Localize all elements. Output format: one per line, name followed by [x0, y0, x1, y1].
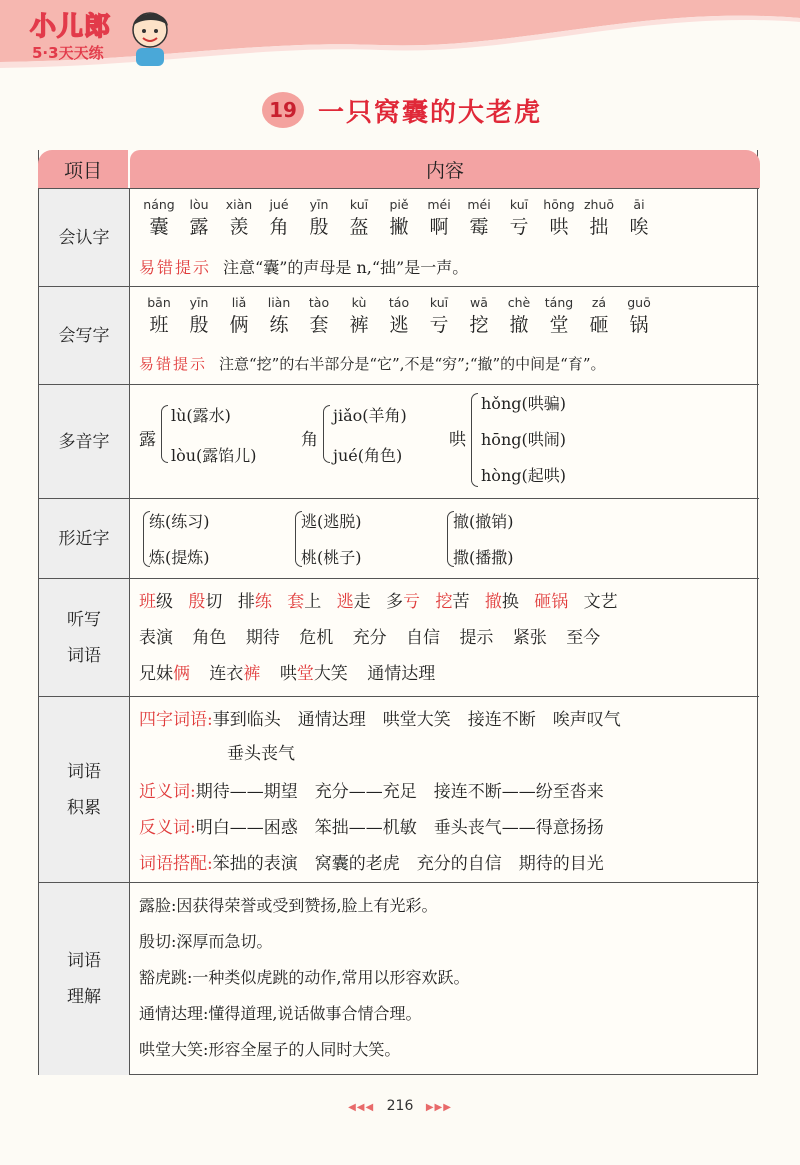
row-label: 词语 积累 — [39, 697, 130, 882]
char-list — [139, 197, 659, 239]
definition: 露脸:因获得荣誉或受到赞扬,脸上有光彩。 — [139, 896, 438, 915]
char-cell: bān 班 — [147, 295, 171, 336]
char-cell: jué 角 — [269, 197, 289, 238]
row-similar — [39, 498, 759, 578]
lesson-heading — [262, 90, 542, 130]
row-body — [131, 287, 759, 384]
char-cell: náng 囊 — [143, 197, 175, 238]
char-cell: kuī 亏 — [429, 295, 449, 336]
polyphone-reading: lù(露水) — [171, 406, 231, 425]
error-tip — [139, 255, 468, 278]
char-cell: kuī 亏 — [509, 197, 529, 238]
dictation-line-2: 表演 角色 期待 危机 充分 自信 提示 紧张 至今 — [139, 628, 601, 648]
header-content: 内容 — [130, 150, 760, 188]
row-dictation — [39, 578, 759, 696]
dictation-line-3: 兄妹俩 连衣裤 哄堂大笑 通情达理 — [139, 664, 436, 684]
similar-word: 逃(逃脱) — [301, 512, 362, 531]
brand-logo — [30, 6, 180, 68]
char-cell: āi 唉 — [629, 197, 649, 238]
char-list — [139, 295, 659, 337]
row-body — [131, 385, 759, 498]
brace — [323, 405, 330, 463]
mascot-icon — [126, 6, 174, 68]
char-cell: lòu 露 — [189, 197, 209, 238]
definition: 通情达理:懂得道理,说话做事合情合理。 — [139, 1004, 422, 1023]
char-cell: méi 啊 — [427, 197, 451, 238]
similar-word: 撤(撤销) — [453, 512, 514, 531]
char-cell: yīn 殷 — [189, 295, 209, 336]
row-label: 词语 理解 — [39, 883, 130, 1075]
row-recognize — [39, 188, 759, 286]
similar-word: 练(练习) — [149, 512, 210, 531]
char-cell: chè 撤 — [507, 295, 531, 336]
row-label: 会认字 — [39, 189, 130, 286]
antonyms: 反义词:明白——困惑 笨拙——机敏 垂头丧气——得意扬扬 — [139, 818, 604, 838]
char-cell: méi 霉 — [467, 197, 491, 238]
polyphone-char: 角 — [301, 430, 318, 450]
lesson-number: 19 — [262, 92, 304, 128]
char-cell: táng 堂 — [544, 295, 574, 336]
tip-tag: 易错提示 — [139, 355, 208, 373]
row-label: 形近字 — [39, 499, 130, 578]
row-body — [131, 883, 759, 1075]
row-body — [131, 189, 759, 286]
row-accumulate — [39, 696, 759, 882]
four-char-words: 四字词语:事到临头 通情达理 哄堂大笑 接连不断 唉声叹气 — [139, 710, 621, 730]
char-cell: xiàn 羡 — [225, 197, 253, 238]
page-footer — [0, 1098, 800, 1114]
synonyms: 近义词:期待——期望 充分——充足 接连不断——纷至沓来 — [139, 782, 604, 802]
brace — [471, 393, 478, 487]
definition: 哄堂大笑:形容全屋子的人同时大笑。 — [139, 1040, 401, 1059]
char-cell: kù 裤 — [349, 295, 369, 336]
similar-word: 炼(提炼) — [149, 548, 210, 567]
char-cell: yīn 殷 — [309, 197, 329, 238]
row-write — [39, 286, 759, 384]
right-arrows-icon: ▶▶▶ — [425, 1102, 452, 1113]
polyphone-reading: hōng(哄闹) — [481, 430, 566, 449]
polyphone-char: 露 — [139, 430, 156, 450]
collocations: 词语搭配:笨拙的表演 窝囊的老虎 充分的自信 期待的目光 — [139, 854, 604, 874]
char-cell: liǎ 俩 — [229, 295, 249, 336]
row-body — [131, 499, 759, 578]
tip-text: 注意“囊”的声母是 n,“拙”是一声。 — [223, 258, 469, 277]
row-label: 多音字 — [39, 385, 130, 498]
char-cell: wā 挖 — [469, 295, 489, 336]
brand-subtitle: 5·3天天练 — [32, 44, 104, 62]
row-polyphones — [39, 384, 759, 498]
char-cell: táo 逃 — [388, 295, 410, 336]
row-understand — [39, 882, 759, 1075]
polyphone-reading: lòu(露馅儿) — [171, 446, 257, 465]
left-arrows-icon: ◀◀◀ — [348, 1102, 375, 1113]
char-cell: piě 撇 — [389, 197, 409, 238]
char-cell: zhuō 拙 — [583, 197, 615, 238]
char-cell: kuī 盔 — [349, 197, 369, 238]
four-char-words-cont: 垂头丧气 — [227, 744, 295, 764]
row-label: 会写字 — [39, 287, 130, 384]
brand-title: 小儿郎 — [30, 12, 112, 42]
vocab-table — [38, 150, 758, 1075]
tip-tag: 易错提示 — [139, 258, 212, 277]
polyphone-reading: jiǎo(羊角) — [333, 406, 407, 425]
similar-word: 撒(播撒) — [453, 548, 514, 567]
similar-word: 桃(桃子) — [301, 548, 362, 567]
page-number: 216 — [386, 1098, 414, 1114]
tip-text: 注意“挖”的右半部分是“它”,不是“穷”;“撤”的中间是“育”。 — [219, 355, 606, 373]
header-item: 项目 — [38, 150, 128, 188]
dictation-line-1: 班级 殷切 排练 套上 逃走 多亏 挖苦 撤换 砸锅 文艺 — [139, 592, 618, 612]
polyphone-reading: jué(角色) — [333, 446, 403, 465]
row-body — [131, 579, 759, 696]
definition: 殷切:深厚而急切。 — [139, 932, 273, 951]
error-tip — [139, 353, 606, 374]
polyphone-reading: hòng(起哄) — [481, 466, 566, 485]
row-body — [131, 697, 759, 882]
char-cell: hōng 哄 — [543, 197, 575, 238]
char-cell: liàn 练 — [267, 295, 291, 336]
definition: 豁虎跳:一种类似虎跳的动作,常用以形容欢跃。 — [139, 968, 470, 987]
brace — [161, 405, 168, 463]
lesson-title: 一只窝囊的大老虎 — [318, 97, 543, 128]
table-header — [38, 150, 760, 188]
char-cell: guō 锅 — [627, 295, 651, 336]
row-label: 听写 词语 — [39, 579, 130, 696]
char-cell: zá 砸 — [589, 295, 609, 336]
char-cell: tào 套 — [308, 295, 330, 336]
polyphone-char: 哄 — [449, 430, 466, 450]
polyphone-reading: hǒng(哄骗) — [481, 394, 566, 413]
